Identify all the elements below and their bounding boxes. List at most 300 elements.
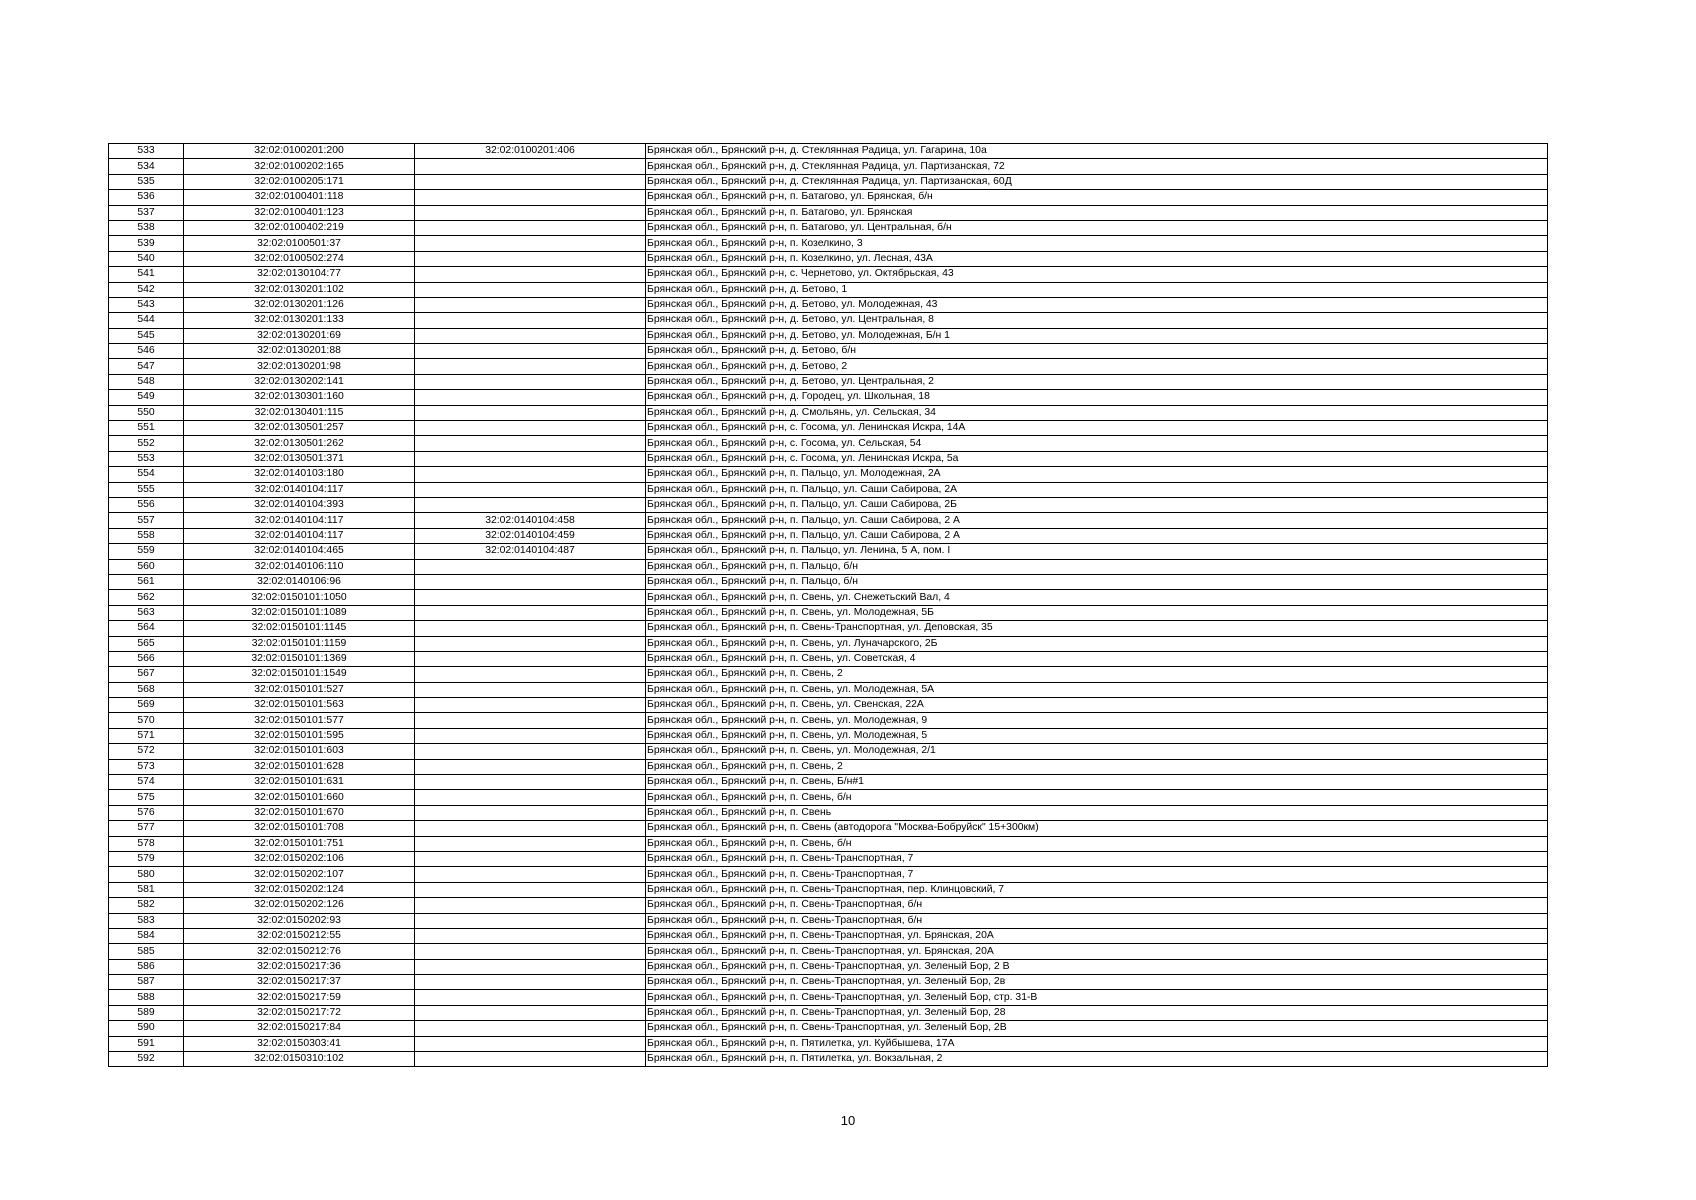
- object-number-cell: [415, 467, 646, 482]
- object-number-cell: 32:02:0140104:458: [415, 513, 646, 528]
- table-row: [109, 220, 1548, 235]
- object-number-cell: [415, 497, 646, 512]
- cadastral-number-cell: 32:02:0100201:200: [184, 144, 415, 159]
- cadastral-number-cell: 32:02:0150101:603: [184, 744, 415, 759]
- object-number-cell: [415, 1036, 646, 1051]
- cadastral-number-cell: 32:02:0130401:115: [184, 405, 415, 420]
- row-number-cell: 565: [109, 636, 184, 651]
- address-cell: Брянская обл., Брянский р-н, п. Пальцо, б/н: [646, 574, 1548, 589]
- row-number-cell: 537: [109, 205, 184, 220]
- object-number-cell: [415, 482, 646, 497]
- address-cell: Брянская обл., Брянский р-н, п. Козелкино, ул. Лесная, 43А: [646, 251, 1548, 266]
- address-cell: Брянская обл., Брянский р-н, п. Свень-Транспортная, ул. Зеленый Бор, 2в: [646, 975, 1548, 990]
- row-number-cell: 536: [109, 190, 184, 205]
- cadastral-number-cell: 32:02:0130202:141: [184, 374, 415, 389]
- table-row: [109, 928, 1548, 943]
- row-number-cell: 554: [109, 467, 184, 482]
- row-number-cell: 570: [109, 713, 184, 728]
- table-row: [109, 944, 1548, 959]
- address-cell: Брянская обл., Брянский р-н, с. Чернетово, ул. Октябрьская, 43: [646, 267, 1548, 282]
- object-number-cell: [415, 744, 646, 759]
- address-cell: Брянская обл., Брянский р-н, п. Свень-Транспортная, б/н: [646, 913, 1548, 928]
- cadastral-number-cell: 32:02:0130501:371: [184, 451, 415, 466]
- table-row: [109, 805, 1548, 820]
- row-number-cell: 564: [109, 621, 184, 636]
- object-number-cell: [415, 713, 646, 728]
- row-number-cell: 563: [109, 605, 184, 620]
- table-row: [109, 698, 1548, 713]
- table-row: [109, 836, 1548, 851]
- address-cell: Брянская обл., Брянский р-н, д. Бетово, ул. Центральная, 8: [646, 313, 1548, 328]
- table-row: [109, 159, 1548, 174]
- object-number-cell: 32:02:0100201:406: [415, 144, 646, 159]
- cadastral-number-cell: 32:02:0150202:124: [184, 882, 415, 897]
- address-cell: Брянская обл., Брянский р-н, п. Свень, ул. Снежетьский Вал, 4: [646, 590, 1548, 605]
- table-row: [109, 821, 1548, 836]
- object-number-cell: [415, 1052, 646, 1067]
- table-row: [109, 344, 1548, 359]
- address-cell: Брянская обл., Брянский р-н, п. Свень, ул. Молодежная, 5: [646, 728, 1548, 743]
- cadastral-number-cell: 32:02:0150310:102: [184, 1052, 415, 1067]
- address-cell: Брянская обл., Брянский р-н, д. Стеклянная Радица, ул. Партизанская, 60Д: [646, 174, 1548, 189]
- table-row: [109, 913, 1548, 928]
- object-number-cell: 32:02:0140104:459: [415, 528, 646, 543]
- cadastral-number-cell: 32:02:0150101:1050: [184, 590, 415, 605]
- cadastral-number-cell: 32:02:0150101:595: [184, 728, 415, 743]
- row-number-cell: 535: [109, 174, 184, 189]
- row-number-cell: 546: [109, 344, 184, 359]
- cadastral-number-cell: 32:02:0140104:117: [184, 513, 415, 528]
- address-cell: Брянская обл., Брянский р-н, п. Свень, ул. Молодежная, 9: [646, 713, 1548, 728]
- row-number-cell: 545: [109, 328, 184, 343]
- row-number-cell: 550: [109, 405, 184, 420]
- object-number-cell: [415, 667, 646, 682]
- object-number-cell: [415, 959, 646, 974]
- address-cell: Брянская обл., Брянский р-н, д. Городец, ул. Школьная, 18: [646, 390, 1548, 405]
- table-row: [109, 790, 1548, 805]
- table-row: [109, 605, 1548, 620]
- page-number: 10: [840, 1113, 856, 1128]
- cadastral-number-cell: 32:02:0150217:72: [184, 1005, 415, 1020]
- row-number-cell: 586: [109, 959, 184, 974]
- row-number-cell: 581: [109, 882, 184, 897]
- row-number-cell: 559: [109, 544, 184, 559]
- address-cell: Брянская обл., Брянский р-н, п. Свень-Транспортная, ул. Деповская, 35: [646, 621, 1548, 636]
- address-cell: Брянская обл., Брянский р-н, п. Свень-Транспортная, пер. Клинцовский, 7: [646, 882, 1548, 897]
- address-cell: Брянская обл., Брянский р-н, с. Госома, ул. Ленинская Искра, 5а: [646, 451, 1548, 466]
- row-number-cell: 575: [109, 790, 184, 805]
- cadastral-number-cell: 32:02:0150101:631: [184, 775, 415, 790]
- address-cell: Брянская обл., Брянский р-н, п. Свень, ул. Свенская, 22А: [646, 698, 1548, 713]
- table-row: [109, 851, 1548, 866]
- cadastral-number-cell: 32:02:0150101:660: [184, 790, 415, 805]
- address-cell: Брянская обл., Брянский р-н, д. Бетово, ул. Молодежная, Б/н 1: [646, 328, 1548, 343]
- row-number-cell: 562: [109, 590, 184, 605]
- object-number-cell: [415, 267, 646, 282]
- table-row: [109, 297, 1548, 312]
- address-cell: Брянская обл., Брянский р-н, п. Свень-Транспортная, ул. Зеленый Бор, стр. 31-В: [646, 990, 1548, 1005]
- object-number-cell: [415, 836, 646, 851]
- object-number-cell: [415, 728, 646, 743]
- row-number-cell: 578: [109, 836, 184, 851]
- cadastral-number-cell: 32:02:0150212:76: [184, 944, 415, 959]
- table-row: [109, 174, 1548, 189]
- row-number-cell: 533: [109, 144, 184, 159]
- table-row: [109, 251, 1548, 266]
- object-number-cell: [415, 421, 646, 436]
- row-number-cell: 572: [109, 744, 184, 759]
- row-number-cell: 539: [109, 236, 184, 251]
- table-row: [109, 497, 1548, 512]
- object-number-cell: [415, 913, 646, 928]
- address-cell: Брянская обл., Брянский р-н, п. Пятилетка, ул. Вокзальная, 2: [646, 1052, 1548, 1067]
- object-number-cell: [415, 821, 646, 836]
- cadastral-number-cell: 32:02:0150101:1159: [184, 636, 415, 651]
- row-number-cell: 549: [109, 390, 184, 405]
- address-cell: Брянская обл., Брянский р-н, д. Смольянь, ул. Сельская, 34: [646, 405, 1548, 420]
- object-number-cell: [415, 682, 646, 697]
- object-number-cell: [415, 236, 646, 251]
- row-number-cell: 583: [109, 913, 184, 928]
- table-row: [109, 1052, 1548, 1067]
- row-number-cell: 534: [109, 159, 184, 174]
- table-row: [109, 374, 1548, 389]
- address-cell: Брянская обл., Брянский р-н, п. Пальцо, ул. Саши Сабирова, 2А: [646, 482, 1548, 497]
- object-number-cell: [415, 1021, 646, 1036]
- table-row: [109, 190, 1548, 205]
- cadastral-number-cell: 32:02:0140104:117: [184, 528, 415, 543]
- table-row: [109, 236, 1548, 251]
- cadastral-number-cell: 32:02:0100502:274: [184, 251, 415, 266]
- row-number-cell: 589: [109, 1005, 184, 1020]
- cadastral-number-cell: 32:02:0130201:98: [184, 359, 415, 374]
- cadastral-number-cell: 32:02:0100501:37: [184, 236, 415, 251]
- table-row: [109, 451, 1548, 466]
- row-number-cell: 543: [109, 297, 184, 312]
- address-cell: Брянская обл., Брянский р-н, д. Стеклянная Радица, ул. Гагарина, 10а: [646, 144, 1548, 159]
- object-number-cell: [415, 282, 646, 297]
- object-number-cell: [415, 805, 646, 820]
- cadastral-number-cell: 32:02:0130201:102: [184, 282, 415, 297]
- cadastral-number-cell: 32:02:0140106:96: [184, 574, 415, 589]
- cadastral-number-cell: 32:02:0150101:628: [184, 759, 415, 774]
- cadastral-number-cell: 32:02:0100401:123: [184, 205, 415, 220]
- table-row: [109, 313, 1548, 328]
- address-cell: Брянская обл., Брянский р-н, п. Пальцо, ул. Ленина, 5 А, пом. I: [646, 544, 1548, 559]
- cadastral-number-cell: 32:02:0130301:160: [184, 390, 415, 405]
- row-number-cell: 560: [109, 559, 184, 574]
- object-number-cell: [415, 205, 646, 220]
- object-number-cell: [415, 1005, 646, 1020]
- row-number-cell: 576: [109, 805, 184, 820]
- table-row: [109, 775, 1548, 790]
- address-cell: Брянская обл., Брянский р-н, п. Свень-Транспортная, ул. Брянская, 20А: [646, 944, 1548, 959]
- row-number-cell: 551: [109, 421, 184, 436]
- address-cell: Брянская обл., Брянский р-н, с. Госома, ул. Ленинская Искра, 14А: [646, 421, 1548, 436]
- address-cell: Брянская обл., Брянский р-н, п. Пальцо, ул. Саши Сабирова, 2Б: [646, 497, 1548, 512]
- object-number-cell: [415, 436, 646, 451]
- table-row: [109, 1036, 1548, 1051]
- row-number-cell: 548: [109, 374, 184, 389]
- object-number-cell: [415, 882, 646, 897]
- table-row: [109, 882, 1548, 897]
- row-number-cell: 592: [109, 1052, 184, 1067]
- object-number-cell: [415, 451, 646, 466]
- row-number-cell: 553: [109, 451, 184, 466]
- object-number-cell: [415, 313, 646, 328]
- cadastral-number-cell: 32:02:0100401:118: [184, 190, 415, 205]
- table-row: [109, 144, 1548, 159]
- cadastral-number-cell: 32:02:0150217:84: [184, 1021, 415, 1036]
- address-cell: Брянская обл., Брянский р-н, п. Свень, б/н: [646, 790, 1548, 805]
- object-number-cell: [415, 621, 646, 636]
- address-cell: Брянская обл., Брянский р-н, п. Батагово, ул. Брянская, б/н: [646, 190, 1548, 205]
- cadastral-number-cell: 32:02:0140104:117: [184, 482, 415, 497]
- address-cell: Брянская обл., Брянский р-н, п. Свень, Б/н#1: [646, 775, 1548, 790]
- table-row: [109, 436, 1548, 451]
- address-cell: Брянская обл., Брянский р-н, п. Свень, 2: [646, 759, 1548, 774]
- address-cell: Брянская обл., Брянский р-н, п. Свень-Транспортная, ул. Брянская, 20А: [646, 928, 1548, 943]
- object-number-cell: [415, 698, 646, 713]
- row-number-cell: 574: [109, 775, 184, 790]
- row-number-cell: 587: [109, 975, 184, 990]
- cadastral-number-cell: 32:02:0130201:69: [184, 328, 415, 343]
- row-number-cell: 566: [109, 651, 184, 666]
- cadastral-number-cell: 32:02:0150101:751: [184, 836, 415, 851]
- address-cell: Брянская обл., Брянский р-н, п. Свень (автодорога "Москва-Бобруйск" 15+300км): [646, 821, 1548, 836]
- address-cell: Брянская обл., Брянский р-н, п. Свень, 2: [646, 667, 1548, 682]
- address-cell: Брянская обл., Брянский р-н, п. Свень, ул. Молодежная, 2/1: [646, 744, 1548, 759]
- table-row: [109, 574, 1548, 589]
- row-number-cell: 579: [109, 851, 184, 866]
- table-row: [109, 282, 1548, 297]
- address-cell: Брянская обл., Брянский р-н, д. Бетово, ул. Молодежная, 43: [646, 297, 1548, 312]
- object-number-cell: [415, 344, 646, 359]
- object-number-cell: [415, 159, 646, 174]
- address-cell: Брянская обл., Брянский р-н, п. Свень-Транспортная, 7: [646, 851, 1548, 866]
- table-row: [109, 544, 1548, 559]
- table-row: [109, 390, 1548, 405]
- cadastral-number-cell: 32:02:0150101:1089: [184, 605, 415, 620]
- table-row: [109, 513, 1548, 528]
- table-row: [109, 205, 1548, 220]
- table-row: [109, 359, 1548, 374]
- object-number-cell: [415, 328, 646, 343]
- object-number-cell: [415, 220, 646, 235]
- object-number-cell: 32:02:0140104:487: [415, 544, 646, 559]
- cadastral-number-cell: 32:02:0150101:670: [184, 805, 415, 820]
- table-row: [109, 405, 1548, 420]
- cadastral-number-cell: 32:02:0150101:1145: [184, 621, 415, 636]
- object-number-cell: [415, 359, 646, 374]
- address-cell: Брянская обл., Брянский р-н, д. Бетово, 1: [646, 282, 1548, 297]
- object-number-cell: [415, 636, 646, 651]
- object-number-cell: [415, 651, 646, 666]
- table-row: [109, 267, 1548, 282]
- cadastral-number-cell: 32:02:0140104:465: [184, 544, 415, 559]
- address-cell: Брянская обл., Брянский р-н, д. Бетово, б/н: [646, 344, 1548, 359]
- address-cell: Брянская обл., Брянский р-н, п. Свень, ул. Луначарского, 2Б: [646, 636, 1548, 651]
- table-row: [109, 728, 1548, 743]
- row-number-cell: 538: [109, 220, 184, 235]
- cadastral-number-cell: 32:02:0100402:219: [184, 220, 415, 235]
- cadastral-number-cell: 32:02:0150101:527: [184, 682, 415, 697]
- cadastral-number-cell: 32:02:0130501:257: [184, 421, 415, 436]
- cadastral-number-cell: 32:02:0150217:59: [184, 990, 415, 1005]
- address-cell: Брянская обл., Брянский р-н, с. Госома, ул. Сельская, 54: [646, 436, 1548, 451]
- cadastral-number-cell: 32:02:0150101:1549: [184, 667, 415, 682]
- row-number-cell: 588: [109, 990, 184, 1005]
- object-number-cell: [415, 867, 646, 882]
- object-number-cell: [415, 944, 646, 959]
- cadastral-number-cell: 32:02:0150101:577: [184, 713, 415, 728]
- row-number-cell: 580: [109, 867, 184, 882]
- table-row: [109, 713, 1548, 728]
- row-number-cell: 569: [109, 698, 184, 713]
- object-number-cell: [415, 559, 646, 574]
- registry-table: [108, 143, 1548, 1067]
- row-number-cell: 556: [109, 497, 184, 512]
- address-cell: Брянская обл., Брянский р-н, п. Свень-Транспортная, б/н: [646, 898, 1548, 913]
- table-row: [109, 959, 1548, 974]
- table-row: [109, 467, 1548, 482]
- cadastral-number-cell: 32:02:0150217:36: [184, 959, 415, 974]
- address-cell: Брянская обл., Брянский р-н, п. Пальцо, ул. Саши Сабирова, 2 А: [646, 513, 1548, 528]
- address-cell: Брянская обл., Брянский р-н, п. Свень, ул. Советская, 4: [646, 651, 1548, 666]
- table-row: [109, 421, 1548, 436]
- object-number-cell: [415, 928, 646, 943]
- address-cell: Брянская обл., Брянский р-н, п. Свень, ул. Молодежная, 5Б: [646, 605, 1548, 620]
- cadastral-number-cell: 32:02:0150303:41: [184, 1036, 415, 1051]
- object-number-cell: [415, 190, 646, 205]
- object-number-cell: [415, 405, 646, 420]
- object-number-cell: [415, 975, 646, 990]
- cadastral-number-cell: 32:02:0150202:126: [184, 898, 415, 913]
- table-row: [109, 636, 1548, 651]
- table-row: [109, 867, 1548, 882]
- address-cell: Брянская обл., Брянский р-н, п. Пятилетка, ул. Куйбышева, 17А: [646, 1036, 1548, 1051]
- object-number-cell: [415, 898, 646, 913]
- cadastral-number-cell: 32:02:0130501:262: [184, 436, 415, 451]
- object-number-cell: [415, 851, 646, 866]
- object-number-cell: [415, 775, 646, 790]
- address-cell: Брянская обл., Брянский р-н, п. Пальцо, б/н: [646, 559, 1548, 574]
- row-number-cell: 544: [109, 313, 184, 328]
- cadastral-number-cell: 32:02:0150202:107: [184, 867, 415, 882]
- address-cell: Брянская обл., Брянский р-н, п. Пальцо, ул. Молодежная, 2А: [646, 467, 1548, 482]
- object-number-cell: [415, 759, 646, 774]
- table-row: [109, 990, 1548, 1005]
- object-number-cell: [415, 174, 646, 189]
- row-number-cell: 558: [109, 528, 184, 543]
- object-number-cell: [415, 251, 646, 266]
- address-cell: Брянская обл., Брянский р-н, д. Бетово, ул. Центральная, 2: [646, 374, 1548, 389]
- object-number-cell: [415, 390, 646, 405]
- cadastral-number-cell: 32:02:0100202:165: [184, 159, 415, 174]
- address-cell: Брянская обл., Брянский р-н, п. Батагово, ул. Брянская: [646, 205, 1548, 220]
- table-row: [109, 651, 1548, 666]
- table-row: [109, 898, 1548, 913]
- table-row: [109, 682, 1548, 697]
- row-number-cell: 585: [109, 944, 184, 959]
- table-row: [109, 482, 1548, 497]
- row-number-cell: 584: [109, 928, 184, 943]
- cadastral-number-cell: 32:02:0150202:93: [184, 913, 415, 928]
- table-row: [109, 328, 1548, 343]
- address-cell: Брянская обл., Брянский р-н, п. Свень-Транспортная, ул. Зеленый Бор, 2В: [646, 1021, 1548, 1036]
- cadastral-number-cell: 32:02:0150217:37: [184, 975, 415, 990]
- row-number-cell: 541: [109, 267, 184, 282]
- cadastral-number-cell: 32:02:0150202:106: [184, 851, 415, 866]
- row-number-cell: 557: [109, 513, 184, 528]
- address-cell: Брянская обл., Брянский р-н, п. Свень-Транспортная, ул. Зеленый Бор, 2 В: [646, 959, 1548, 974]
- cadastral-number-cell: 32:02:0130201:126: [184, 297, 415, 312]
- object-number-cell: [415, 990, 646, 1005]
- address-cell: Брянская обл., Брянский р-н, д. Бетово, 2: [646, 359, 1548, 374]
- cadastral-number-cell: 32:02:0150101:1369: [184, 651, 415, 666]
- table-row: [109, 528, 1548, 543]
- address-cell: Брянская обл., Брянский р-н, п. Свень: [646, 805, 1548, 820]
- table-row: [109, 559, 1548, 574]
- table-row: [109, 1021, 1548, 1036]
- row-number-cell: 591: [109, 1036, 184, 1051]
- object-number-cell: [415, 605, 646, 620]
- row-number-cell: 547: [109, 359, 184, 374]
- table-row: [109, 667, 1548, 682]
- row-number-cell: 561: [109, 574, 184, 589]
- row-number-cell: 582: [109, 898, 184, 913]
- object-number-cell: [415, 790, 646, 805]
- cadastral-number-cell: 32:02:0100205:171: [184, 174, 415, 189]
- cadastral-number-cell: 32:02:0150212:55: [184, 928, 415, 943]
- cadastral-number-cell: 32:02:0150101:708: [184, 821, 415, 836]
- table-row: [109, 621, 1548, 636]
- registry-table-body: [109, 144, 1548, 1067]
- cadastral-number-cell: 32:02:0130104:77: [184, 267, 415, 282]
- cadastral-number-cell: 32:02:0130201:133: [184, 313, 415, 328]
- row-number-cell: 552: [109, 436, 184, 451]
- address-cell: Брянская обл., Брянский р-н, п. Свень, б/н: [646, 836, 1548, 851]
- cadastral-number-cell: 32:02:0140104:393: [184, 497, 415, 512]
- row-number-cell: 567: [109, 667, 184, 682]
- table-row: [109, 759, 1548, 774]
- address-cell: Брянская обл., Брянский р-н, п. Свень, ул. Молодежная, 5А: [646, 682, 1548, 697]
- row-number-cell: 540: [109, 251, 184, 266]
- object-number-cell: [415, 590, 646, 605]
- table-row: [109, 590, 1548, 605]
- row-number-cell: 568: [109, 682, 184, 697]
- cadastral-number-cell: 32:02:0140103:180: [184, 467, 415, 482]
- address-cell: Брянская обл., Брянский р-н, п. Батагово, ул. Центральная, б/н: [646, 220, 1548, 235]
- object-number-cell: [415, 574, 646, 589]
- table-row: [109, 1005, 1548, 1020]
- address-cell: Брянская обл., Брянский р-н, п. Козелкино, 3: [646, 236, 1548, 251]
- address-cell: Брянская обл., Брянский р-н, п. Пальцо, ул. Саши Сабирова, 2 А: [646, 528, 1548, 543]
- address-cell: Брянская обл., Брянский р-н, п. Свень-Транспортная, ул. Зеленый Бор, 28: [646, 1005, 1548, 1020]
- object-number-cell: [415, 374, 646, 389]
- row-number-cell: 571: [109, 728, 184, 743]
- object-number-cell: [415, 297, 646, 312]
- row-number-cell: 590: [109, 1021, 184, 1036]
- cadastral-number-cell: 32:02:0150101:563: [184, 698, 415, 713]
- cadastral-number-cell: 32:02:0140106:110: [184, 559, 415, 574]
- row-number-cell: 555: [109, 482, 184, 497]
- row-number-cell: 577: [109, 821, 184, 836]
- row-number-cell: 542: [109, 282, 184, 297]
- address-cell: Брянская обл., Брянский р-н, д. Стеклянная Радица, ул. Партизанская, 72: [646, 159, 1548, 174]
- address-cell: Брянская обл., Брянский р-н, п. Свень-Транспортная, 7: [646, 867, 1548, 882]
- cadastral-number-cell: 32:02:0130201:88: [184, 344, 415, 359]
